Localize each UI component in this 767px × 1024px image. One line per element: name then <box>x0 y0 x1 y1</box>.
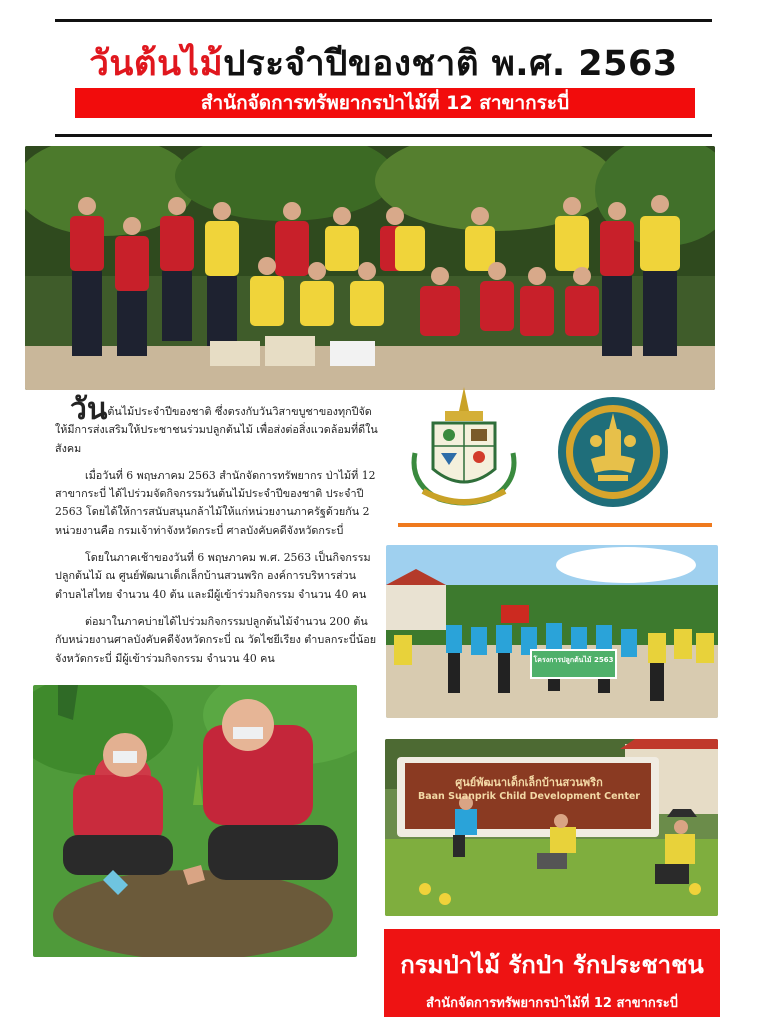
title-black-part: ประจำปีของชาติ พ.ศ. 2563 <box>223 44 678 84</box>
forestry-department-seal <box>556 395 670 509</box>
footer-banner <box>384 929 720 1017</box>
footer-slogan: กรมป่าไม้ รักป่า รักประชาชน <box>400 951 704 979</box>
article-para-3: โดยในภาคเช้าของวันที่ 6 พฤษภาคม พ.ศ. 2563 เป็นกิจกรรมปลูกต้นไม้ ณ ศูนย์พัฒนาเด็กเล็กบ้านสวนพริก องค์การบริหารส่วนตำบลไสไทย จำนวน 40 ต้น และมีผู้เข้าร่วมกิจกรรม จำนวน 40 คน <box>55 551 371 601</box>
subtitle-banner: สำนักจัดการทรัพยากรป่าไม้ที่ 12 สาขากระบี่ <box>75 88 695 118</box>
article-para-2: เมื่อวันที่ 6 พฤษภาคม 2563 สำนักจัดการทรัพยากร ป่าไม้ที่ 12 สาขากระบี่ ได้ไปร่วมจัดกิจกรรมวันต้นไม้ประจำปีของชาติ ประจำปี 2563 โดยได้ให้การสนับสนุนกล้าไม้ให้แก่หน่วยงานภาครัฐด้วยกัน 2 หน่วยงานคือ กรมเจ้าท่าจังหวัดกระบี่ ศาลบังคับคดีจังหวัดกระบี่ <box>55 468 376 537</box>
section-divider <box>398 523 712 527</box>
child-center-photo <box>385 739 718 916</box>
dropcap: วัน <box>70 392 108 427</box>
royal-forest-emblem <box>405 383 523 513</box>
group-photo <box>25 146 715 390</box>
center-sign-line-1: ศูนย์พัฒนาเด็กเล็กบ้านสวนพริก <box>455 776 603 789</box>
article-para-1 <box>55 392 380 458</box>
para-1-text: ต้นไม้ประจำปีของชาติ ซึ่งตรงกับวันวิสาขบูชาของทุกปีจัดให้มีการส่งเสริมให้ประชาชนร่วมปลูกต้นไม้ เพื่อส่งต่อสิ่งแวดล้อมที่ดีในสังคม <box>55 405 378 455</box>
procession-banner-text: โครงการปลูกต้นไม้ 2563 <box>533 656 614 664</box>
footer-org: สำนักจัดการทรัพยากรป่าไม้ที่ 12 สาขากระบี่ <box>426 996 678 1011</box>
article-body <box>55 392 380 668</box>
bottom-rule <box>55 134 712 137</box>
page-title <box>55 36 712 91</box>
article-para-4: ต่อมาในภาคบ่ายได้ไปร่วมกิจกรรมปลูกต้นไม้จำนวน 200 ต้น กับหน่วยงานศาลบังคับคดีจังหวัดกระบี่ ณ วัดไชยีเรียง ตำบลกระบี่น้อย จังหวัดกระบี่ มีผู้เข้าร่วมกิจกรรม จำนวน 40 คน <box>55 614 377 665</box>
title-red-part: วันต้นไม้ <box>89 44 224 84</box>
procession-photo <box>386 545 718 718</box>
planting-closeup-photo <box>33 685 357 957</box>
top-rule <box>55 19 712 22</box>
center-sign-line-2: Baan Suanprik Child Development Center <box>418 791 640 802</box>
